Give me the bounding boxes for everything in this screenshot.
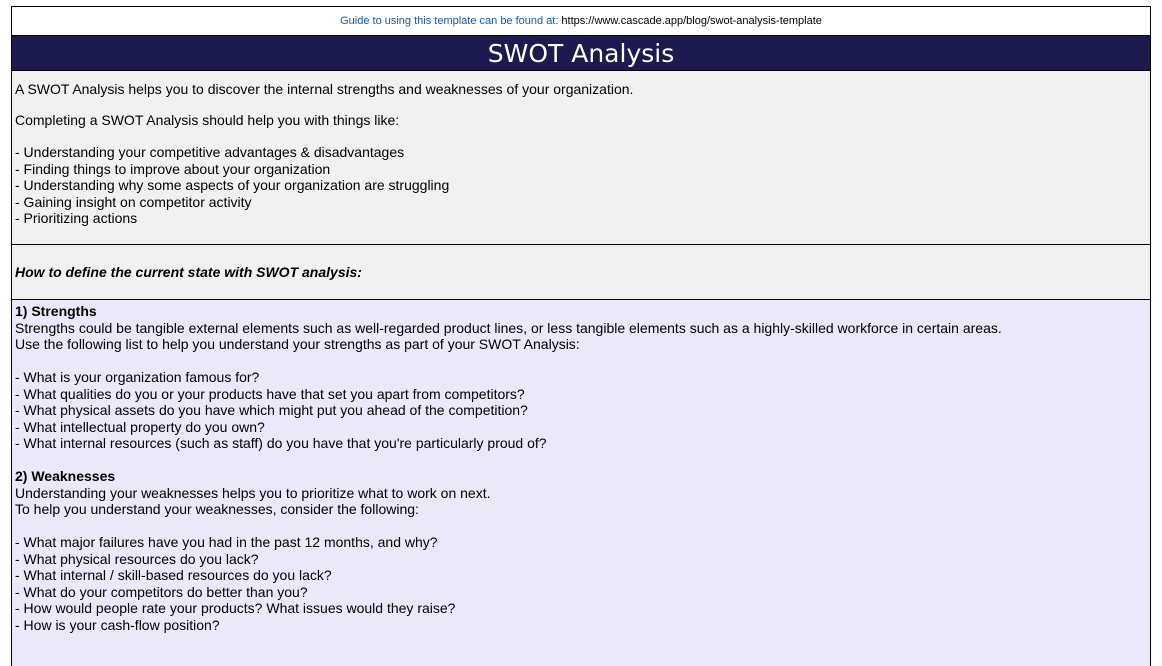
intro-line-1: A SWOT Analysis helps you to discover the internal strengths and weaknesses of your organization. <box>15 81 634 97</box>
spreadsheet-sheet <box>11 6 1151 666</box>
weaknesses-question: - How is your cash-flow position? <box>15 616 220 633</box>
strengths-heading: 1) Strengths <box>15 303 97 319</box>
weaknesses-desc: Understanding your weaknesses helps you to prioritize what to work on next. <box>15 484 491 501</box>
guide-link[interactable]: https://www.cascade.app/blog/swot-analysis-template <box>561 15 822 27</box>
howto-heading[interactable]: How to define the current state with SWOT analysis: <box>12 245 1150 300</box>
strengths-question: - What internal resources (such as staff) do you have that you're particularly proud of? <box>15 435 547 451</box>
strengths-question: - What intellectual property do you own? <box>15 418 265 435</box>
strengths-desc: Use the following list to help you understand your strengths as part of your SWOT Analysis: <box>15 336 580 352</box>
weaknesses-question: - What major failures have you had in the past 12 months, and why? <box>15 534 438 550</box>
guide-label: Guide to using this template can be found at: <box>340 15 559 27</box>
weaknesses-question: - What physical resources do you lack? <box>15 550 259 567</box>
page-title: SWOT Analysis <box>12 36 1150 71</box>
strengths-question: - What qualities do you or your products have that set you apart from competitors? <box>15 385 525 402</box>
intro-bullet: - Gaining insight on competitor activity <box>15 193 252 210</box>
strengths-question: - What is your organization famous for? <box>15 369 260 385</box>
intro-cell[interactable] <box>12 71 1150 245</box>
strengths-desc: Strengths could be tangible external elements such as well-regarded product lines, or less tangible elements such as a highly-skilled workforce in certain areas. <box>15 319 1002 336</box>
guide-row <box>12 7 1150 36</box>
weaknesses-question: - What internal / skill-based resources do you lack? <box>15 567 332 583</box>
intro-bullet: - Finding things to improve about your organization <box>15 160 331 177</box>
strengths-question: - What physical assets do you have which might put you ahead of the competition? <box>15 402 528 418</box>
intro-line-2: Completing a SWOT Analysis should help you with things like: <box>15 111 400 128</box>
weaknesses-desc: To help you understand your weaknesses, consider the following: <box>15 501 419 517</box>
weaknesses-question: - How would people rate your products? What issues would they raise? <box>15 600 456 616</box>
weaknesses-heading: 2) Weaknesses <box>15 468 116 484</box>
intro-bullet: - Understanding your competitive advantages & disadvantages <box>15 144 405 160</box>
weaknesses-question: - What do your competitors do better than you? <box>15 583 308 600</box>
intro-bullet: - Understanding why some aspects of your organization are struggling <box>15 177 450 193</box>
intro-bullet: - Prioritizing actions <box>15 210 138 226</box>
swot-detail-cell[interactable] <box>12 300 1150 666</box>
